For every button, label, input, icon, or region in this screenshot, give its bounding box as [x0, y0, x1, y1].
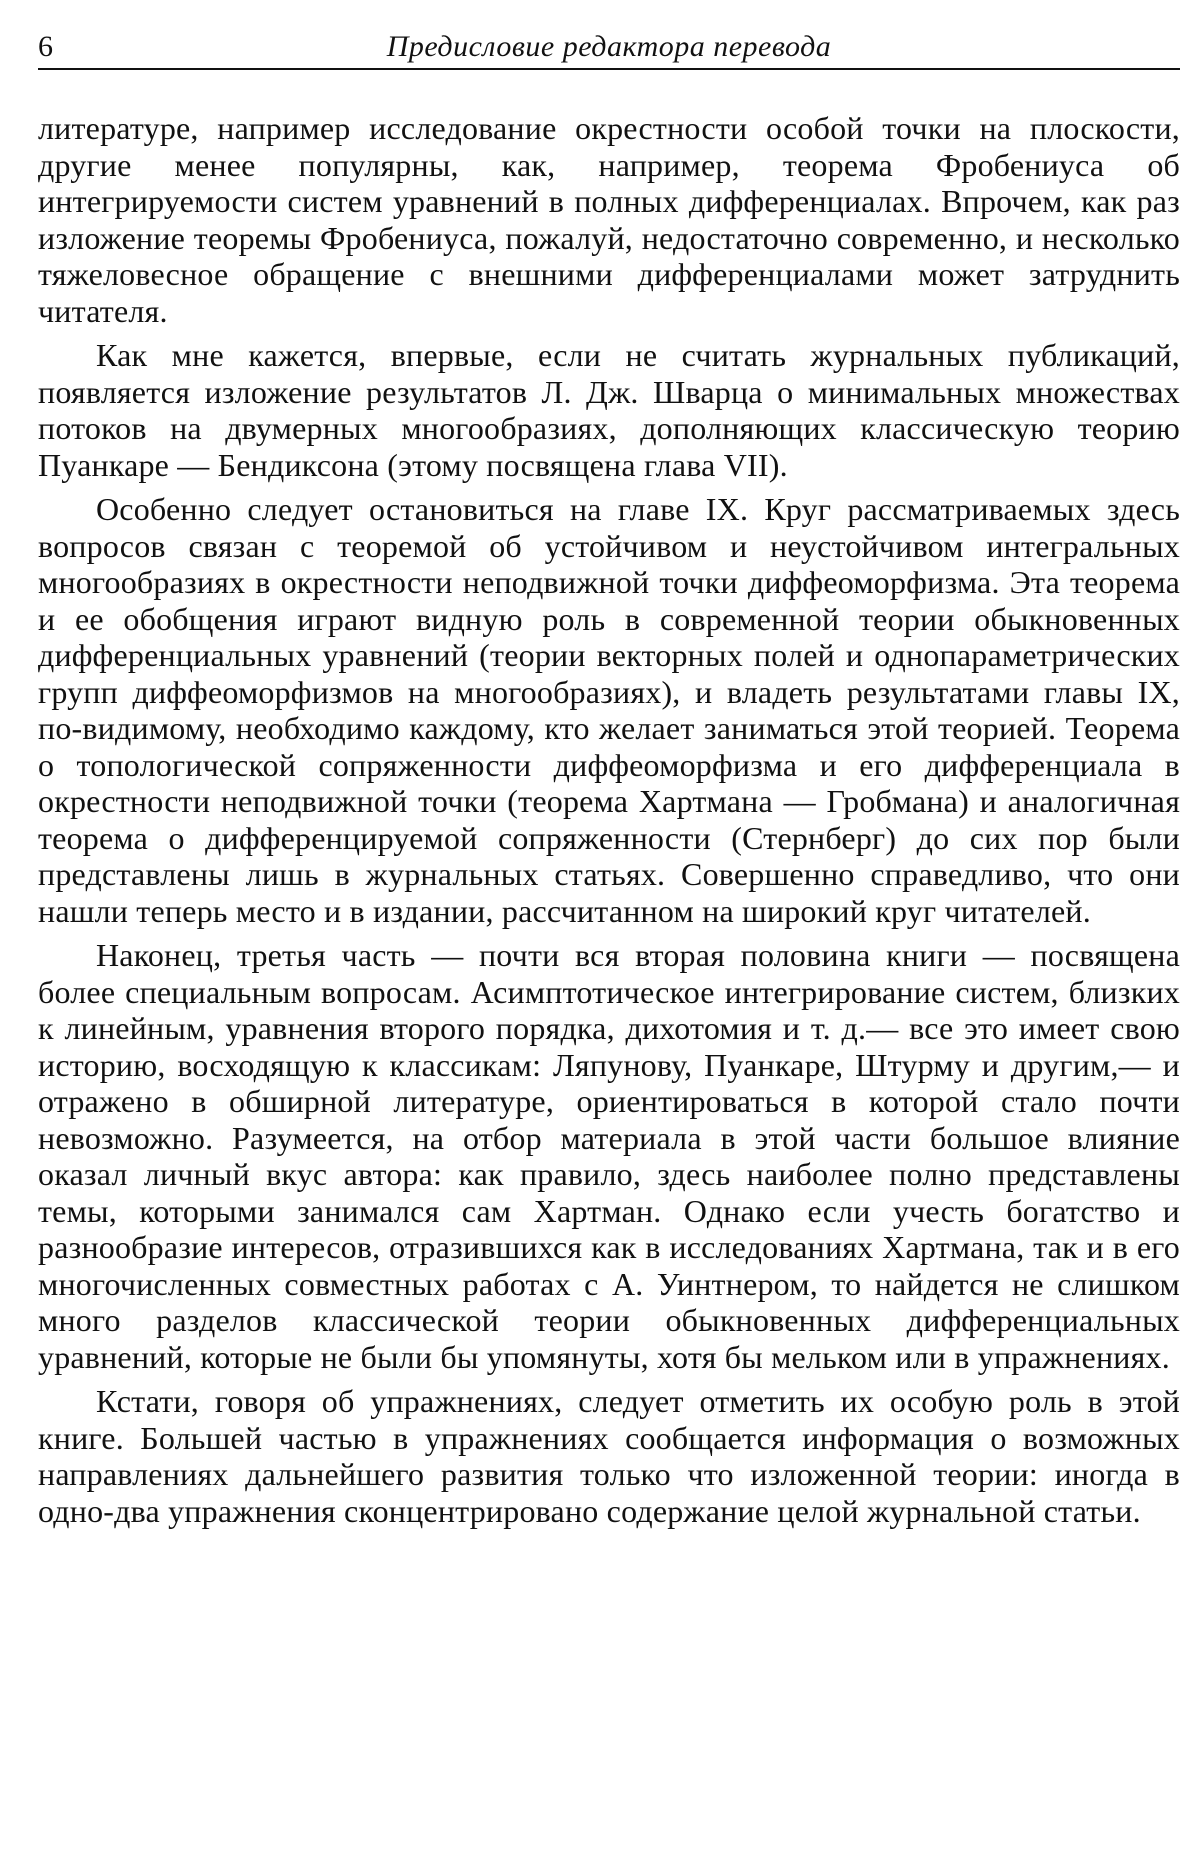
page-header [38, 28, 1180, 70]
paragraph-5: Кстати, говоря об упражнениях, следует отметить их особую роль в этой книге. Большей частью в упражнениях сообщается информация о возможных направлениях дальнейшего развития только что изложенной теории: иногда в одно-два упражнения сконцентрировано содержание целой журнальной статьи. [38, 1383, 1180, 1529]
paragraph-2: Как мне кажется, впервые, если не считать журнальных публикаций, появляется изложение результатов Л. Дж. Шварца о минимальных множествах потоков на двумерных многообразиях, дополняющих классическую теорию Пуанкаре — Бендиксона (этому посвящена глава VII). [38, 337, 1180, 483]
body-text [38, 110, 1180, 1529]
paragraph-4: Наконец, третья часть — почти вся вторая половина книги — посвящена более специальным вопросам. Асимптотическое интегрирование систем, близких к линейным, уравнения второго порядка, дихотомия и т. д.— все это имеет свою историю, восходящую к классикам: Ляпунову, Пуанкаре, Штурму и другим,— и отражено в обширной литературе, ориентироваться в которой стало почти невозможно. Разумеется, на отбор материала в этой части большое влияние оказал личный вкус автора: как правило, здесь наиболее полно представлены темы, которыми занимался сам Хартман. Однако если учесть богатство и разнообразие интересов, отразившихся как в исследованиях Хартмана, так и в его многочисленных совместных работах с А. Уинтнером, то найдется не слишком много разделов классической теории обыкновенных дифференциальных уравнений, которые не были бы упомянуты, хотя бы мельком или в упражнениях. [38, 937, 1180, 1375]
running-head: Предисловие редактора перевода [386, 30, 832, 63]
paragraph-1-continuation: литературе, например исследование окрестности особой точки на плоскости, другие менее популярны, как, например, теорема Фробениуса об интегрируемости систем уравнений в полных дифференциалах. Впрочем, как раз изложение теоремы Фробениуса, пожалуй, недостаточно современно, и несколько тяжеловесное обращение с внешними дифференциалами может затруднить читателя. [38, 110, 1180, 329]
paragraph-3: Особенно следует остановиться на главе IX. Круг рассматриваемых здесь вопросов связан с теоремой об устойчивом и неустойчивом интегральных многообразиях в окрестности неподвижной точки диффеоморфизма. Эта теорема и ее обобщения играют видную роль в современной теории обыкновенных дифференциальных уравнений (теории векторных полей и однопараметрических групп диффеоморфизмов на многообразиях), и владеть результатами главы IX, по-видимому, необходимо каждому, кто желает заниматься этой теорией. Теорема о топологической сопряженности диффеоморфизма и его дифференциала в окрестности неподвижной точки (теорема Хартмана — Гробмана) и аналогичная теорема о дифференцируемой сопряженности (Стернберг) до сих пор были представлены лишь в журнальных статьях. Совершенно справедливо, что они нашли теперь место и в издании, рассчитанном на широкий круг читателей. [38, 491, 1180, 929]
book-page [38, 28, 1180, 1537]
page-number: 6 [38, 30, 53, 63]
